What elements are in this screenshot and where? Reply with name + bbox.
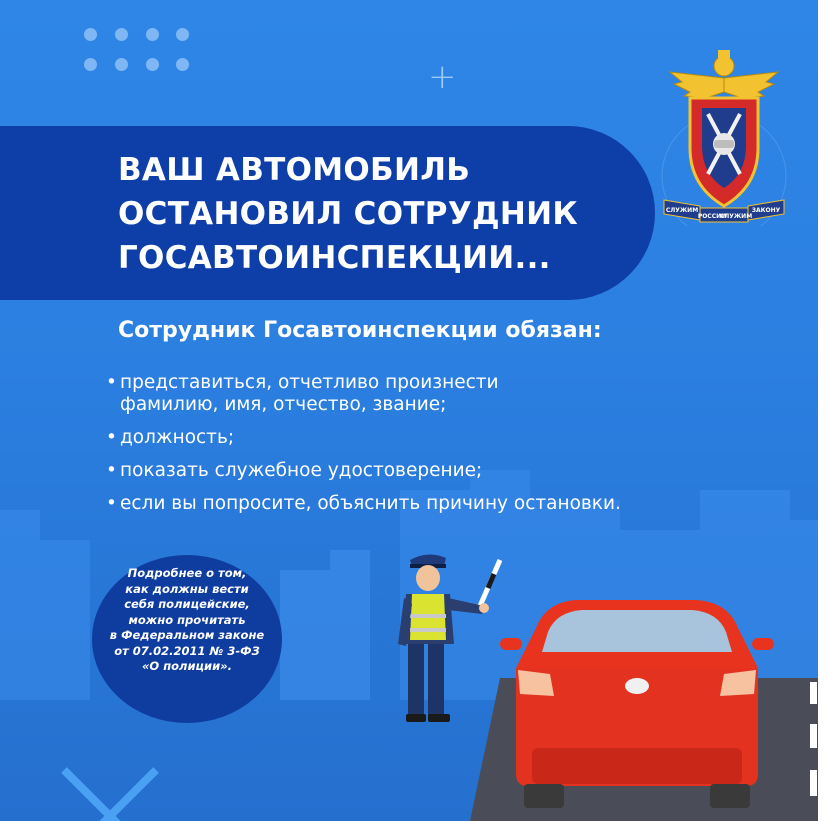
info-note: Подробнее о том, как должны вести себя полицейские, можно прочитать в Федеральном законе от 07.02.2011 № 3-ФЗ «О полиции».	[109, 566, 265, 673]
cross-decoration	[60, 766, 160, 821]
duty-item: • представиться, отчетливо произнести фамилию, имя, отчество, звание;	[106, 372, 499, 415]
duty-item: • показать служебное удостоверение;	[106, 460, 483, 481]
traffic-officer-icon	[388, 548, 508, 734]
page-edge	[818, 0, 828, 821]
emblem-ribbon-left: СЛУЖИМ	[665, 207, 699, 214]
emblem-ribbon-mid2: СЛУЖИМ	[719, 213, 753, 220]
emblem-ribbon-right: ЗАКОНУ	[751, 207, 781, 214]
police-emblem-icon	[660, 36, 788, 226]
red-car-icon	[496, 598, 778, 810]
emblem-ribbon-mid: РОССИИ	[697, 213, 727, 220]
duties-subtitle: Сотрудник Госавтоинспекции обязан:	[118, 318, 602, 343]
duty-item: • должность;	[106, 427, 235, 448]
plus-decoration: +	[428, 57, 457, 97]
headline: ВАШ АВТОМОБИЛЬ ОСТАНОВИЛ СОТРУДНИК ГОСАВТОИНСПЕКЦИИ...	[118, 152, 579, 276]
duty-item: • если вы попросите, объяснить причину остановки.	[106, 493, 621, 514]
duties-list	[104, 372, 704, 526]
